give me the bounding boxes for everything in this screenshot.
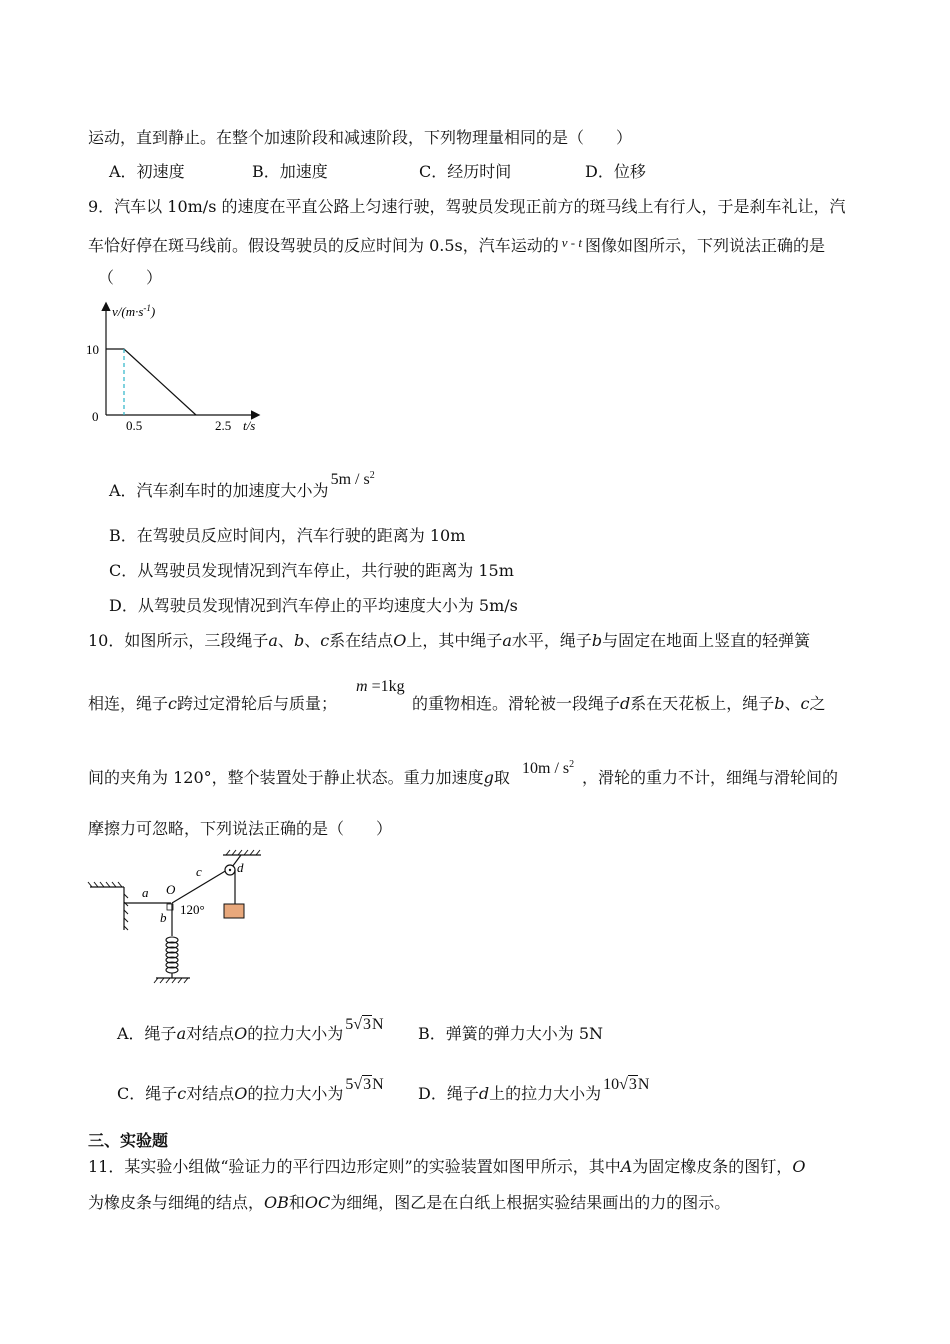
q8-option-c: C．经历时间 [419, 162, 512, 181]
q8-option-b: B．加速度 [252, 162, 328, 181]
spring [166, 937, 178, 973]
q9-option-d: D．从驾驶员发现情况到汽车停止的平均速度大小为 5m/s [109, 596, 518, 615]
label-b: b [160, 910, 167, 925]
q8-option-d: D．位移 [585, 162, 646, 181]
q10-stem-line2b: 的重物相连。滑轮被一段绳子d系在天花板上，绳子b、c之 [412, 694, 826, 713]
section-heading: 三、实验题 [88, 1131, 169, 1150]
y-axis-label: $v/(m\cdot s^{-1})$ [112, 303, 156, 319]
label-O: O [166, 882, 176, 897]
hanging-weight [224, 904, 244, 918]
q10-stem-line1: 10．如图所示，三段绳子a、b、c系在结点O上，其中绳子a水平，绳子b与固定在地面上竖直的轻弹簧 [88, 631, 811, 650]
q8-stem: 运动，直到静止。在整个加速阶段和减速阶段，下列物理量相同的是（ ） [88, 128, 633, 147]
x-tick-0.5: 0.5 [126, 418, 143, 433]
label-a: a [142, 885, 149, 900]
q10-option-d: D．绳子d上的拉力大小为 10√3N [418, 1076, 650, 1103]
vt-symbol: v - t [561, 235, 582, 250]
q11-stem-line2: 为橡皮条与细绳的结点，OB和OC为细绳，图乙是在白纸上根据实验结果画出的力的图示。 [88, 1193, 731, 1212]
label-d: d [237, 860, 244, 875]
q9-option-b: B．在驾驶员反应时间内，汽车行驶的距离为 10m [109, 526, 466, 545]
origin-label: 0 [92, 409, 99, 424]
q10-stem-line4: 摩擦力可忽略，下列说法正确的是（ ） [88, 819, 393, 838]
q9-stem-line2: 车恰好停在斑马线前。假设驾驶员的反应时间为 0.5s，汽车运动的 $^{v - t}$ 图像如图所示，下列说法正确的是 [88, 235, 825, 255]
vt-graph [80, 298, 280, 438]
mass-value: m =1kg [356, 678, 405, 695]
x-axis-label: t/s [243, 418, 256, 433]
q9-option-c: C．从驾驶员发现情况到汽车停止，共行驶的距离为 15m [109, 561, 514, 580]
q11-stem-line1: 11．某实验小组做“验证力的平行四边形定则”的实验装置如图甲所示，其中A为固定橡皮条的图钉，O [88, 1157, 806, 1176]
q10-stem-line3: 间的夹角为 120°，整个装置处于静止状态。重力加速度g取 [88, 768, 510, 787]
rope-pulley-figure [86, 848, 276, 988]
accel-value: $5m / s^2$ [330, 470, 375, 488]
gravity-value: $10m / s^2$ [522, 759, 575, 777]
q9-stem-line3: （ ） [98, 268, 163, 287]
q9-stem-line1: 9．汽车以 10m/s 的速度在平直公路上匀速行驶，驾驶员发现正前方的斑马线上有行人，于是刹车礼让，汽 [88, 197, 846, 216]
angle-label: 120° [180, 902, 205, 917]
label-c: c [196, 864, 202, 879]
y-tick-10: 10 [86, 342, 99, 357]
q10-option-a: A．绳子a对结点O的拉力大小为 5√3N [117, 1016, 384, 1043]
q10-option-b: B．弹簧的弹力大小为 5N [418, 1024, 604, 1043]
q9-option-a: A．汽车刹车时的加速度大小为$5m / s^2$ [109, 470, 375, 500]
q10-stem-line3b: ，滑轮的重力不计，细绳与滑轮间的 [582, 768, 839, 787]
q10-stem-line2: 相连，绳子c跨过定滑轮后与质量； [88, 694, 337, 713]
x-tick-2.5: 2.5 [215, 418, 232, 433]
vt-line [106, 349, 196, 415]
q8-option-a: A．初速度 [109, 162, 185, 181]
q10-option-c: C．绳子c对结点O的拉力大小为 5√3N [117, 1076, 384, 1103]
